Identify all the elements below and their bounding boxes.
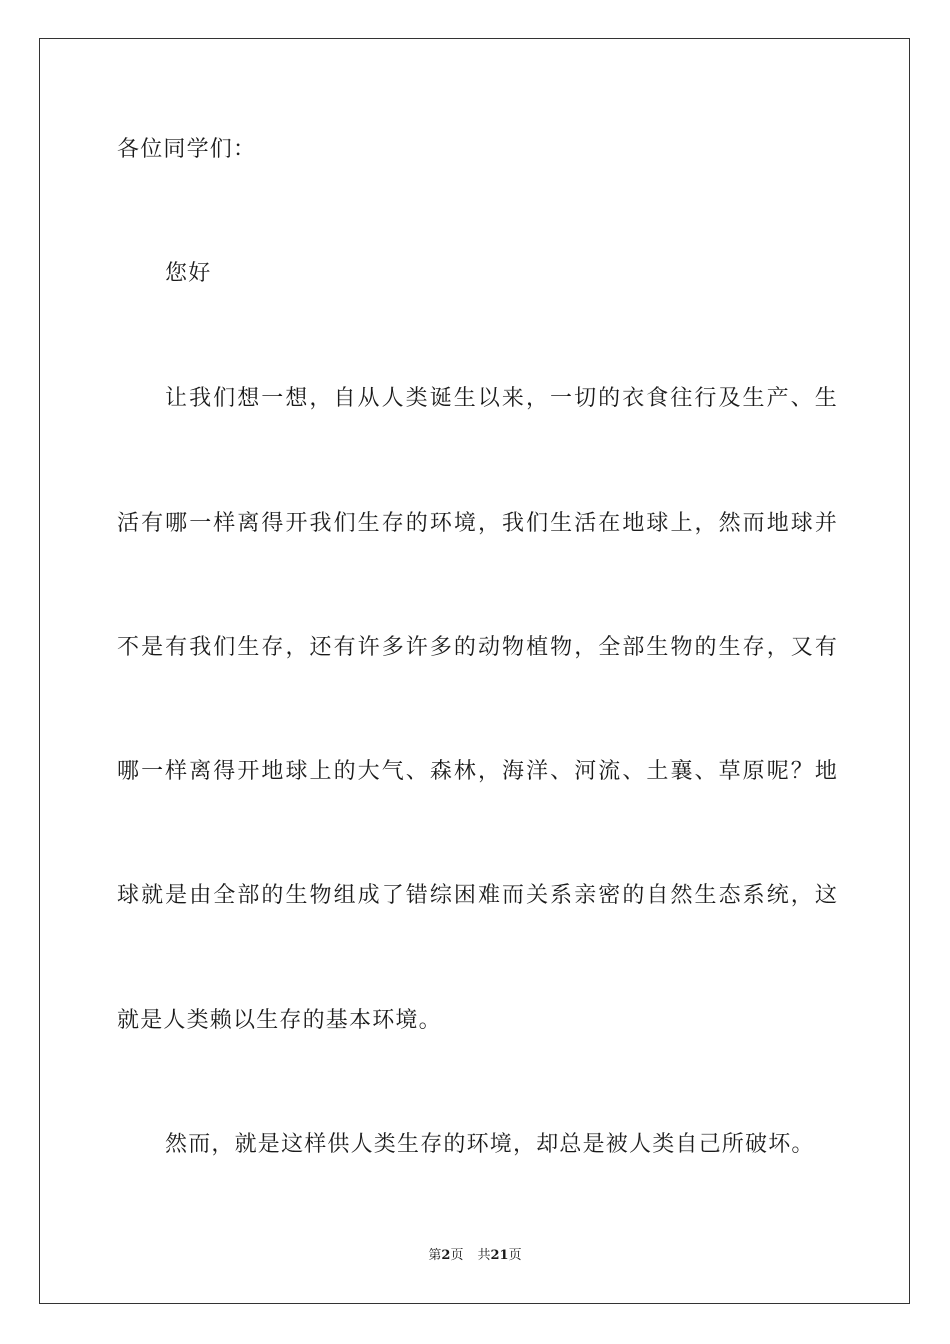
total-suffix: 页 xyxy=(508,1248,522,1263)
page-suffix: 页 xyxy=(450,1248,464,1263)
paragraph-1-line-1: 让 我 们 想 一 想 ， 自 从 人 类 诞 生 以 来 ， 一 切 的 衣 食 往 行 及 生 产 、 生 xyxy=(165,386,837,411)
paragraph-1-line-4: 哪 一 样 离 得 开 地 球 上 的 大 气 、 森 林 ， 海 洋 、 河 流 、 土 襄 、 草 原 呢 ？ 地 xyxy=(117,759,837,784)
paragraph-2: 然而，就是这样供人类生存的环境，却总是被人类自己所破坏。 xyxy=(165,1132,815,1157)
paragraph-1-line-6 xyxy=(117,1006,837,1036)
greeting: 您好 xyxy=(165,261,212,286)
total-pages: 21 xyxy=(490,1248,509,1263)
paragraph-line-text: 就是人类赖以生存的基本环境。 xyxy=(117,1008,442,1033)
page-prefix: 第 xyxy=(428,1248,442,1263)
page-footer xyxy=(0,1247,950,1265)
page-frame xyxy=(39,38,910,1304)
paragraph-1-line-3: 不 是 有 我 们 生 存 ， 还 有 许 多 许 多 的 动 物 植 物 ， 全 部 生 物 的 生 存 ， 又 有 xyxy=(117,635,837,660)
paragraph-1-line-5: 球 就 是 由 全 部 的 生 物 组 成 了 错 综 困 难 而 关 系 亲 密 的 自 然 生 态 系 统 ， 这 xyxy=(117,883,837,908)
page-number: 2 xyxy=(441,1248,451,1263)
total-prefix: 共 xyxy=(477,1248,491,1263)
paragraph-1-line-2: 活 有 哪 一 样 离 得 开 我 们 生 存 的 环 境 ， 我 们 生 活 在 地 球 上 ， 然 而 地 球 并 xyxy=(117,511,837,536)
salutation: 各位同学们： xyxy=(117,137,257,162)
